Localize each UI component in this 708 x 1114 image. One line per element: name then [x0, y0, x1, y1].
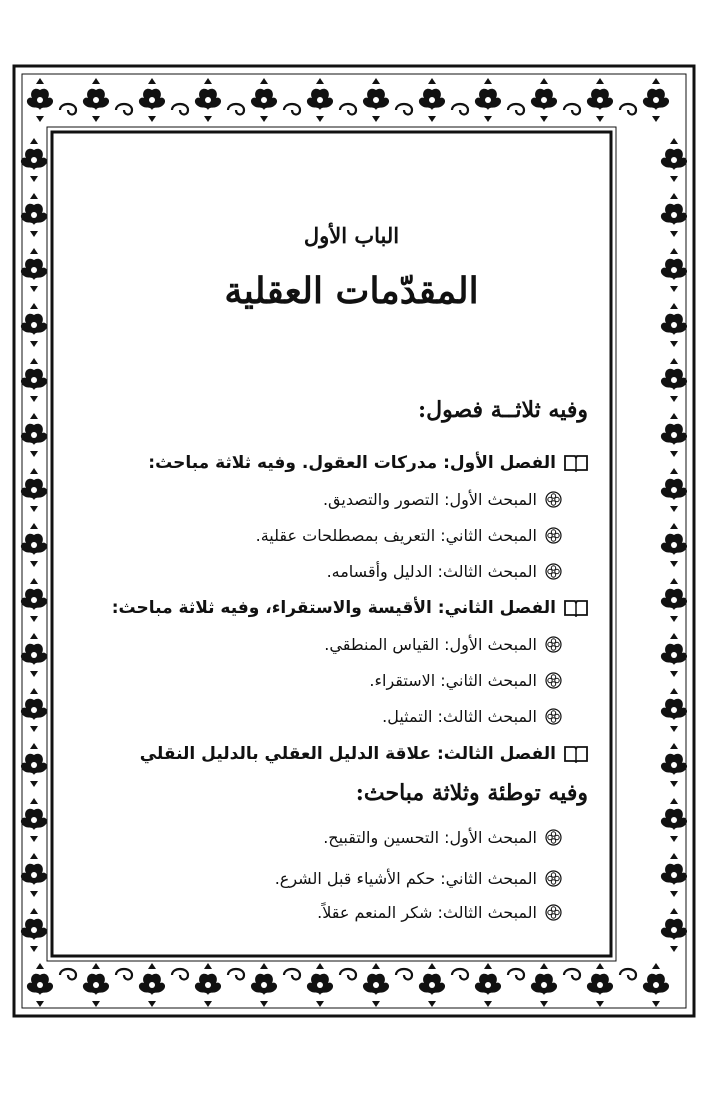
chapter-2-section-2 [369, 671, 562, 690]
section-text: المبحث الثاني: حكم الأشياء قبل الشرع. [274, 869, 537, 888]
flower-icon [545, 672, 562, 689]
section-text: المبحث الثالث: الدليل وأقسامه. [326, 562, 537, 581]
section-text: المبحث الأول: التحسين والتقبيح. [323, 828, 537, 847]
content-panel [55, 135, 608, 953]
final-section-1 [323, 828, 562, 847]
section-text: المبحث الثاني: التعريف بمصطلحات عقلية. [255, 526, 537, 545]
chapter-3 [140, 744, 588, 764]
final-section-3 [317, 903, 562, 922]
section-text: المبحث الأول: التصور والتصديق. [322, 490, 537, 509]
flower-icon [545, 491, 562, 508]
flower-icon [545, 563, 562, 580]
open-book-icon [564, 745, 588, 763]
chapter-3-title: الفصل الثالث: علاقة الدليل العقلي بالدليل النقلي [139, 744, 556, 764]
open-book-icon [564, 599, 588, 617]
flower-icon [545, 708, 562, 725]
ornament-left [21, 138, 47, 952]
chapter-2 [112, 598, 588, 618]
chapter-1-title: الفصل الأول: مدركات العقول. وفيه ثلاثة مباحث: [148, 453, 556, 473]
ornament-right [661, 138, 687, 952]
section-text: المبحث الأول: القياس المنطقي. [324, 635, 537, 654]
ornament-bottom [27, 963, 669, 1007]
part-label: الباب الأول [303, 223, 400, 248]
chapter-2-section-1 [324, 635, 562, 654]
intro2-heading: وفيه توطئة وثلاثة مباحث: [355, 780, 588, 806]
flower-icon [545, 870, 562, 887]
intro-heading: وفيه ثلاثــة فصول: [417, 397, 588, 423]
section-text: المبحث الثاني: الاستقراء. [369, 671, 537, 690]
chapter-2-section-3 [382, 707, 562, 726]
chapter-1-section-2 [256, 526, 562, 545]
flower-icon [545, 527, 562, 544]
part-title: المقدّمات العقلية [224, 270, 479, 312]
chapter-1-section-3 [327, 562, 562, 581]
flower-icon [545, 829, 562, 846]
section-text: المبحث الثالث: شكر المنعم عقلاً. [317, 903, 537, 922]
ornament-top [27, 78, 669, 122]
chapter-2-title: الفصل الثاني: الأقيسة والاستقراء، وفيه ثلاثة مباحث: [111, 598, 556, 618]
section-text: المبحث الثالث: التمثيل. [382, 707, 537, 726]
chapter-1-section-1 [323, 490, 562, 509]
chapter-1 [148, 453, 588, 473]
final-section-2 [275, 869, 562, 888]
flower-icon [545, 636, 562, 653]
flower-icon [545, 904, 562, 921]
open-book-icon [564, 454, 588, 472]
